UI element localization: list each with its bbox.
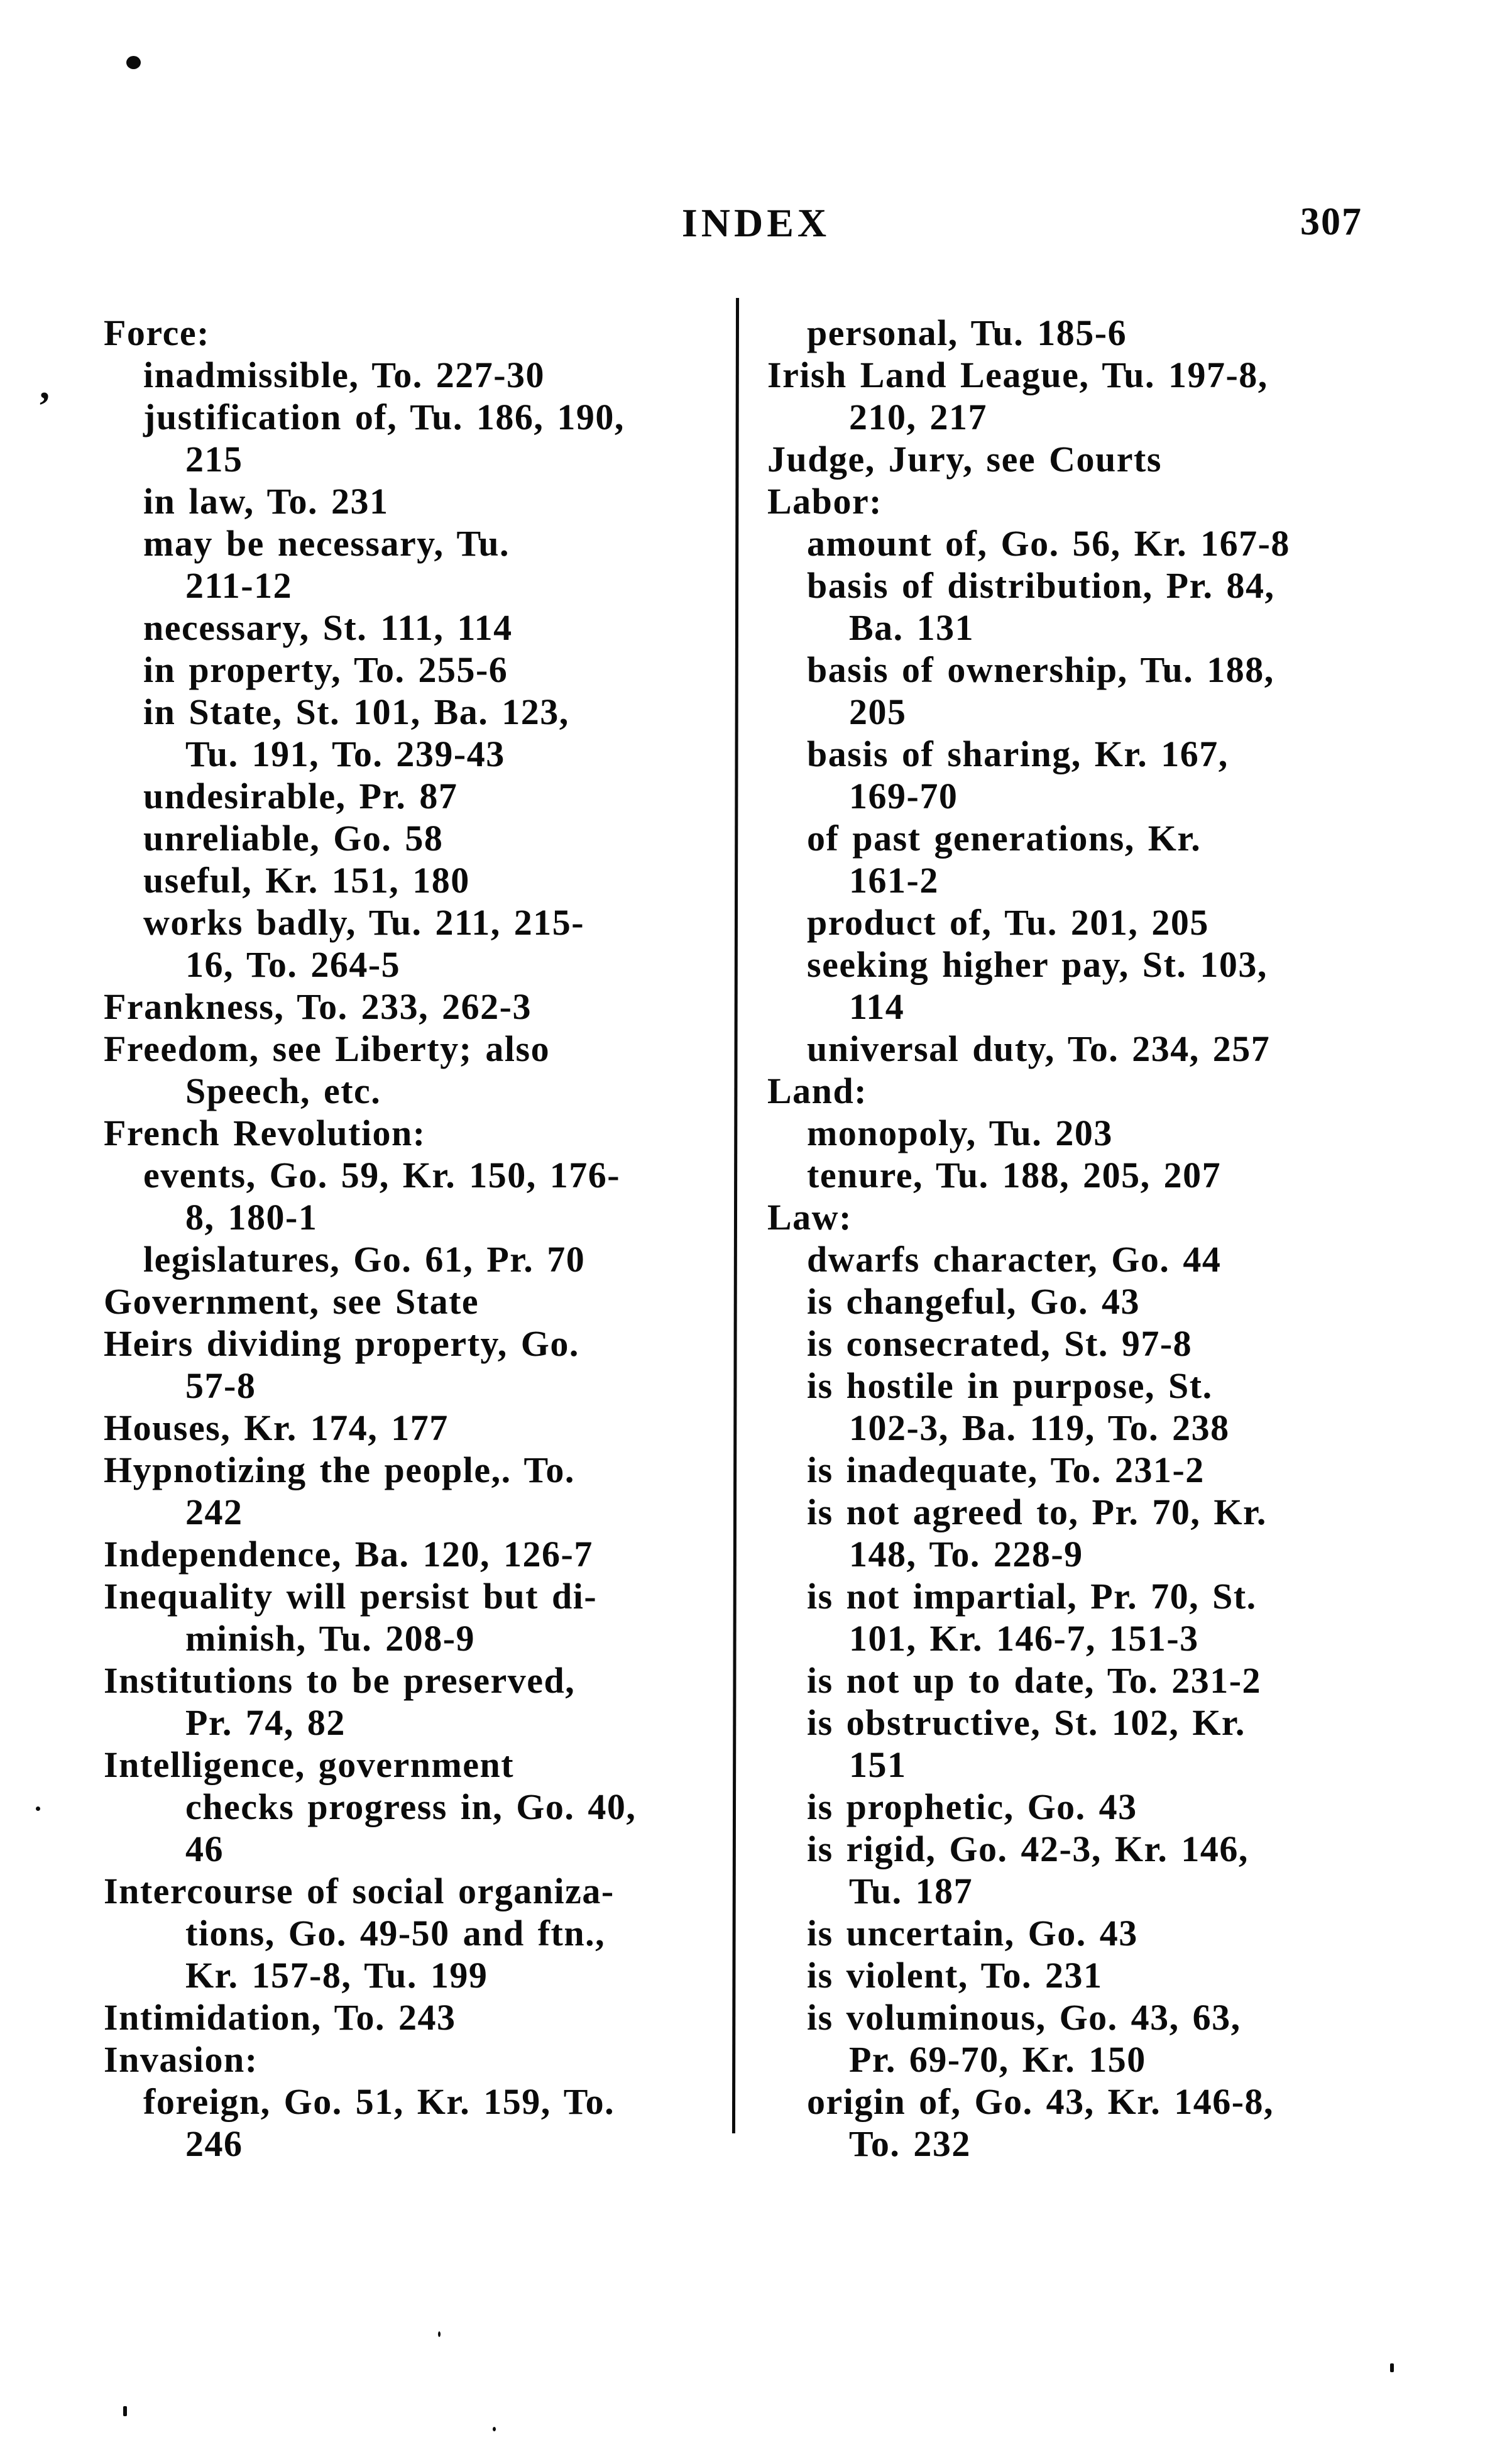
index-entry-line: is not impartial, Pr. 70, St. [807, 1576, 1257, 1617]
index-entry-line: 205 [849, 691, 907, 732]
index-entry-line: is obstructive, St. 102, Kr. [807, 1702, 1246, 1743]
index-entry-line: 215 [185, 439, 243, 480]
index-entry-line: undesirable, Pr. 87 [143, 776, 458, 817]
index-entry-line: is prophetic, Go. 43 [807, 1786, 1137, 1827]
index-entry-line: 148, To. 228-9 [849, 1534, 1083, 1575]
index-entry-line: dwarfs character, Go. 44 [807, 1239, 1222, 1280]
index-entry-line: amount of, Go. 56, Kr. 167-8 [807, 523, 1290, 564]
page-number: 307 [1300, 201, 1362, 243]
index-entry-line: product of, Tu. 201, 205 [807, 902, 1209, 943]
index-entry-line: Intimidation, To. 243 [104, 1997, 456, 2038]
index-entry-line: is hostile in purpose, St. [807, 1365, 1213, 1406]
index-entry-line: is not up to date, To. 231-2 [807, 1660, 1262, 1701]
index-entry-line: inadmissible, To. 227-30 [143, 355, 545, 395]
right-column [767, 312, 1446, 2165]
index-entry-line: French Revolution: [104, 1113, 426, 1153]
index-entry-line: checks progress in, Go. 40, [185, 1786, 637, 1827]
index-entry-line: basis of ownership, Tu. 188, [807, 649, 1274, 690]
index-entry-line: 169-70 [849, 776, 958, 817]
index-entry-line: justification of, Tu. 186, 190, [143, 397, 625, 437]
index-entry-line: is inadequate, To. 231-2 [807, 1449, 1205, 1490]
index-entry-line: 211-12 [185, 565, 293, 606]
index-entry-line: 246 [185, 2123, 243, 2164]
index-entry-line: is uncertain, Go. 43 [807, 1913, 1138, 1954]
index-entry-line: 16, To. 264-5 [185, 944, 401, 985]
index-entry-line: seeking higher pay, St. 103, [807, 944, 1268, 985]
index-entry-line: minish, Tu. 208-9 [185, 1618, 476, 1659]
index-entry-line: events, Go. 59, Kr. 150, 176- [143, 1155, 621, 1196]
index-entry-line: Tu. 191, To. 239-43 [185, 734, 505, 774]
index-entry-line: Independence, Ba. 120, 126-7 [104, 1534, 593, 1575]
index-entry-line: Frankness, To. 233, 262-3 [104, 986, 532, 1027]
index-entry-line: in law, To. 231 [143, 481, 389, 522]
index-entry-line: legislatures, Go. 61, Pr. 70 [143, 1239, 586, 1280]
ink-speck [438, 2331, 441, 2337]
index-entry-line: works badly, Tu. 211, 215- [143, 902, 585, 943]
index-entry-line: 57-8 [185, 1365, 256, 1406]
index-entry-line: origin of, Go. 43, Kr. 146-8, [807, 2081, 1274, 2122]
index-entry-line: is consecrated, St. 97-8 [807, 1323, 1193, 1364]
index-entry-line: Speech, etc. [185, 1070, 381, 1111]
index-entry-line: Pr. 69-70, Kr. 150 [849, 2039, 1146, 2080]
index-entry-line: Hypnotizing the people,. To. [104, 1449, 575, 1490]
ink-speck [493, 2427, 496, 2431]
index-entry-line: Invasion: [104, 2039, 258, 2080]
index-entry-line: Force: [104, 312, 210, 353]
index-entry-line: personal, Tu. 185-6 [807, 312, 1127, 353]
index-entry-line: Intercourse of social organiza- [104, 1871, 615, 1911]
index-entry-line: in property, To. 255-6 [143, 649, 508, 690]
index-entry-line: 8, 180-1 [185, 1197, 318, 1238]
index-entry-line: To. 232 [849, 2123, 971, 2164]
index-entry-line: Heirs dividing property, Go. [104, 1323, 579, 1364]
page-title: INDEX [681, 201, 831, 245]
index-entry-line: Labor: [767, 481, 882, 522]
index-entry-line: 102-3, Ba. 119, To. 238 [849, 1407, 1230, 1448]
ink-speck [36, 1806, 40, 1811]
index-entry-line: Judge, Jury, see Courts [767, 439, 1162, 480]
index-entry-line: of past generations, Kr. [807, 818, 1202, 859]
left-column [104, 312, 732, 2165]
index-entry-line: necessary, St. 111, 114 [143, 607, 513, 648]
column-divider-rule [732, 298, 739, 2133]
index-entry-line: universal duty, To. 234, 257 [807, 1028, 1271, 1069]
index-entry-line: basis of distribution, Pr. 84, [807, 565, 1275, 606]
ink-dot [126, 56, 141, 69]
index-entry-line: useful, Kr. 151, 180 [143, 860, 470, 901]
index-entry-line: tions, Go. 49-50 and ftn., [185, 1913, 606, 1954]
index-entry-line: tenure, Tu. 188, 205, 207 [807, 1155, 1222, 1196]
index-entry-line: Tu. 187 [849, 1871, 973, 1911]
index-entry-line: 242 [185, 1492, 243, 1532]
index-entry-line: foreign, Go. 51, Kr. 159, To. [143, 2081, 615, 2122]
index-entry-line: Land: [767, 1070, 868, 1111]
index-entry-line: basis of sharing, Kr. 167, [807, 734, 1229, 774]
index-entry-line: Government, see State [104, 1281, 479, 1322]
index-entry-line: is violent, To. 231 [807, 1955, 1103, 1996]
index-entry-line: Houses, Kr. 174, 177 [104, 1407, 449, 1448]
index-entry-line: may be necessary, Tu. [143, 523, 510, 564]
index-entry-line: Irish Land League, Tu. 197-8, [767, 355, 1268, 395]
index-entry-line: 46 [185, 1828, 224, 1869]
ink-speck [123, 2406, 127, 2416]
index-entry-line: Kr. 157-8, Tu. 199 [185, 1955, 488, 1996]
index-entry-line: is changeful, Go. 43 [807, 1281, 1140, 1322]
index-entry-line: is voluminous, Go. 43, 63, [807, 1997, 1241, 2038]
index-entry-line: monopoly, Tu. 203 [807, 1113, 1113, 1153]
index-entry-line: Law: [767, 1197, 852, 1238]
index-entry-line: unreliable, Go. 58 [143, 818, 444, 859]
page-header [0, 200, 1512, 250]
ink-speck [1390, 2363, 1394, 2372]
index-entry-line: Inequality will persist but di- [104, 1576, 598, 1617]
index-entry-line: 101, Kr. 146-7, 151-3 [849, 1618, 1199, 1659]
index-entry-line: Ba. 131 [849, 607, 975, 648]
index-entry-line: Intelligence, government [104, 1744, 515, 1785]
index-entry-line: Institutions to be preserved, [104, 1660, 576, 1701]
index-entry-line: 151 [849, 1744, 907, 1785]
index-entry-line: in State, St. 101, Ba. 123, [143, 691, 569, 732]
index-entry-line: Freedom, see Liberty; also [104, 1028, 551, 1069]
index-entry-line: is rigid, Go. 42-3, Kr. 146, [807, 1828, 1249, 1869]
ink-comma-mark: , [40, 363, 50, 407]
index-entry-line: 210, 217 [849, 397, 987, 437]
index-entry-line: is not agreed to, Pr. 70, Kr. [807, 1492, 1267, 1532]
index-entry-line: 161-2 [849, 860, 939, 901]
index-entry-line: Pr. 74, 82 [185, 1702, 346, 1743]
index-entry-line: 114 [849, 986, 905, 1027]
